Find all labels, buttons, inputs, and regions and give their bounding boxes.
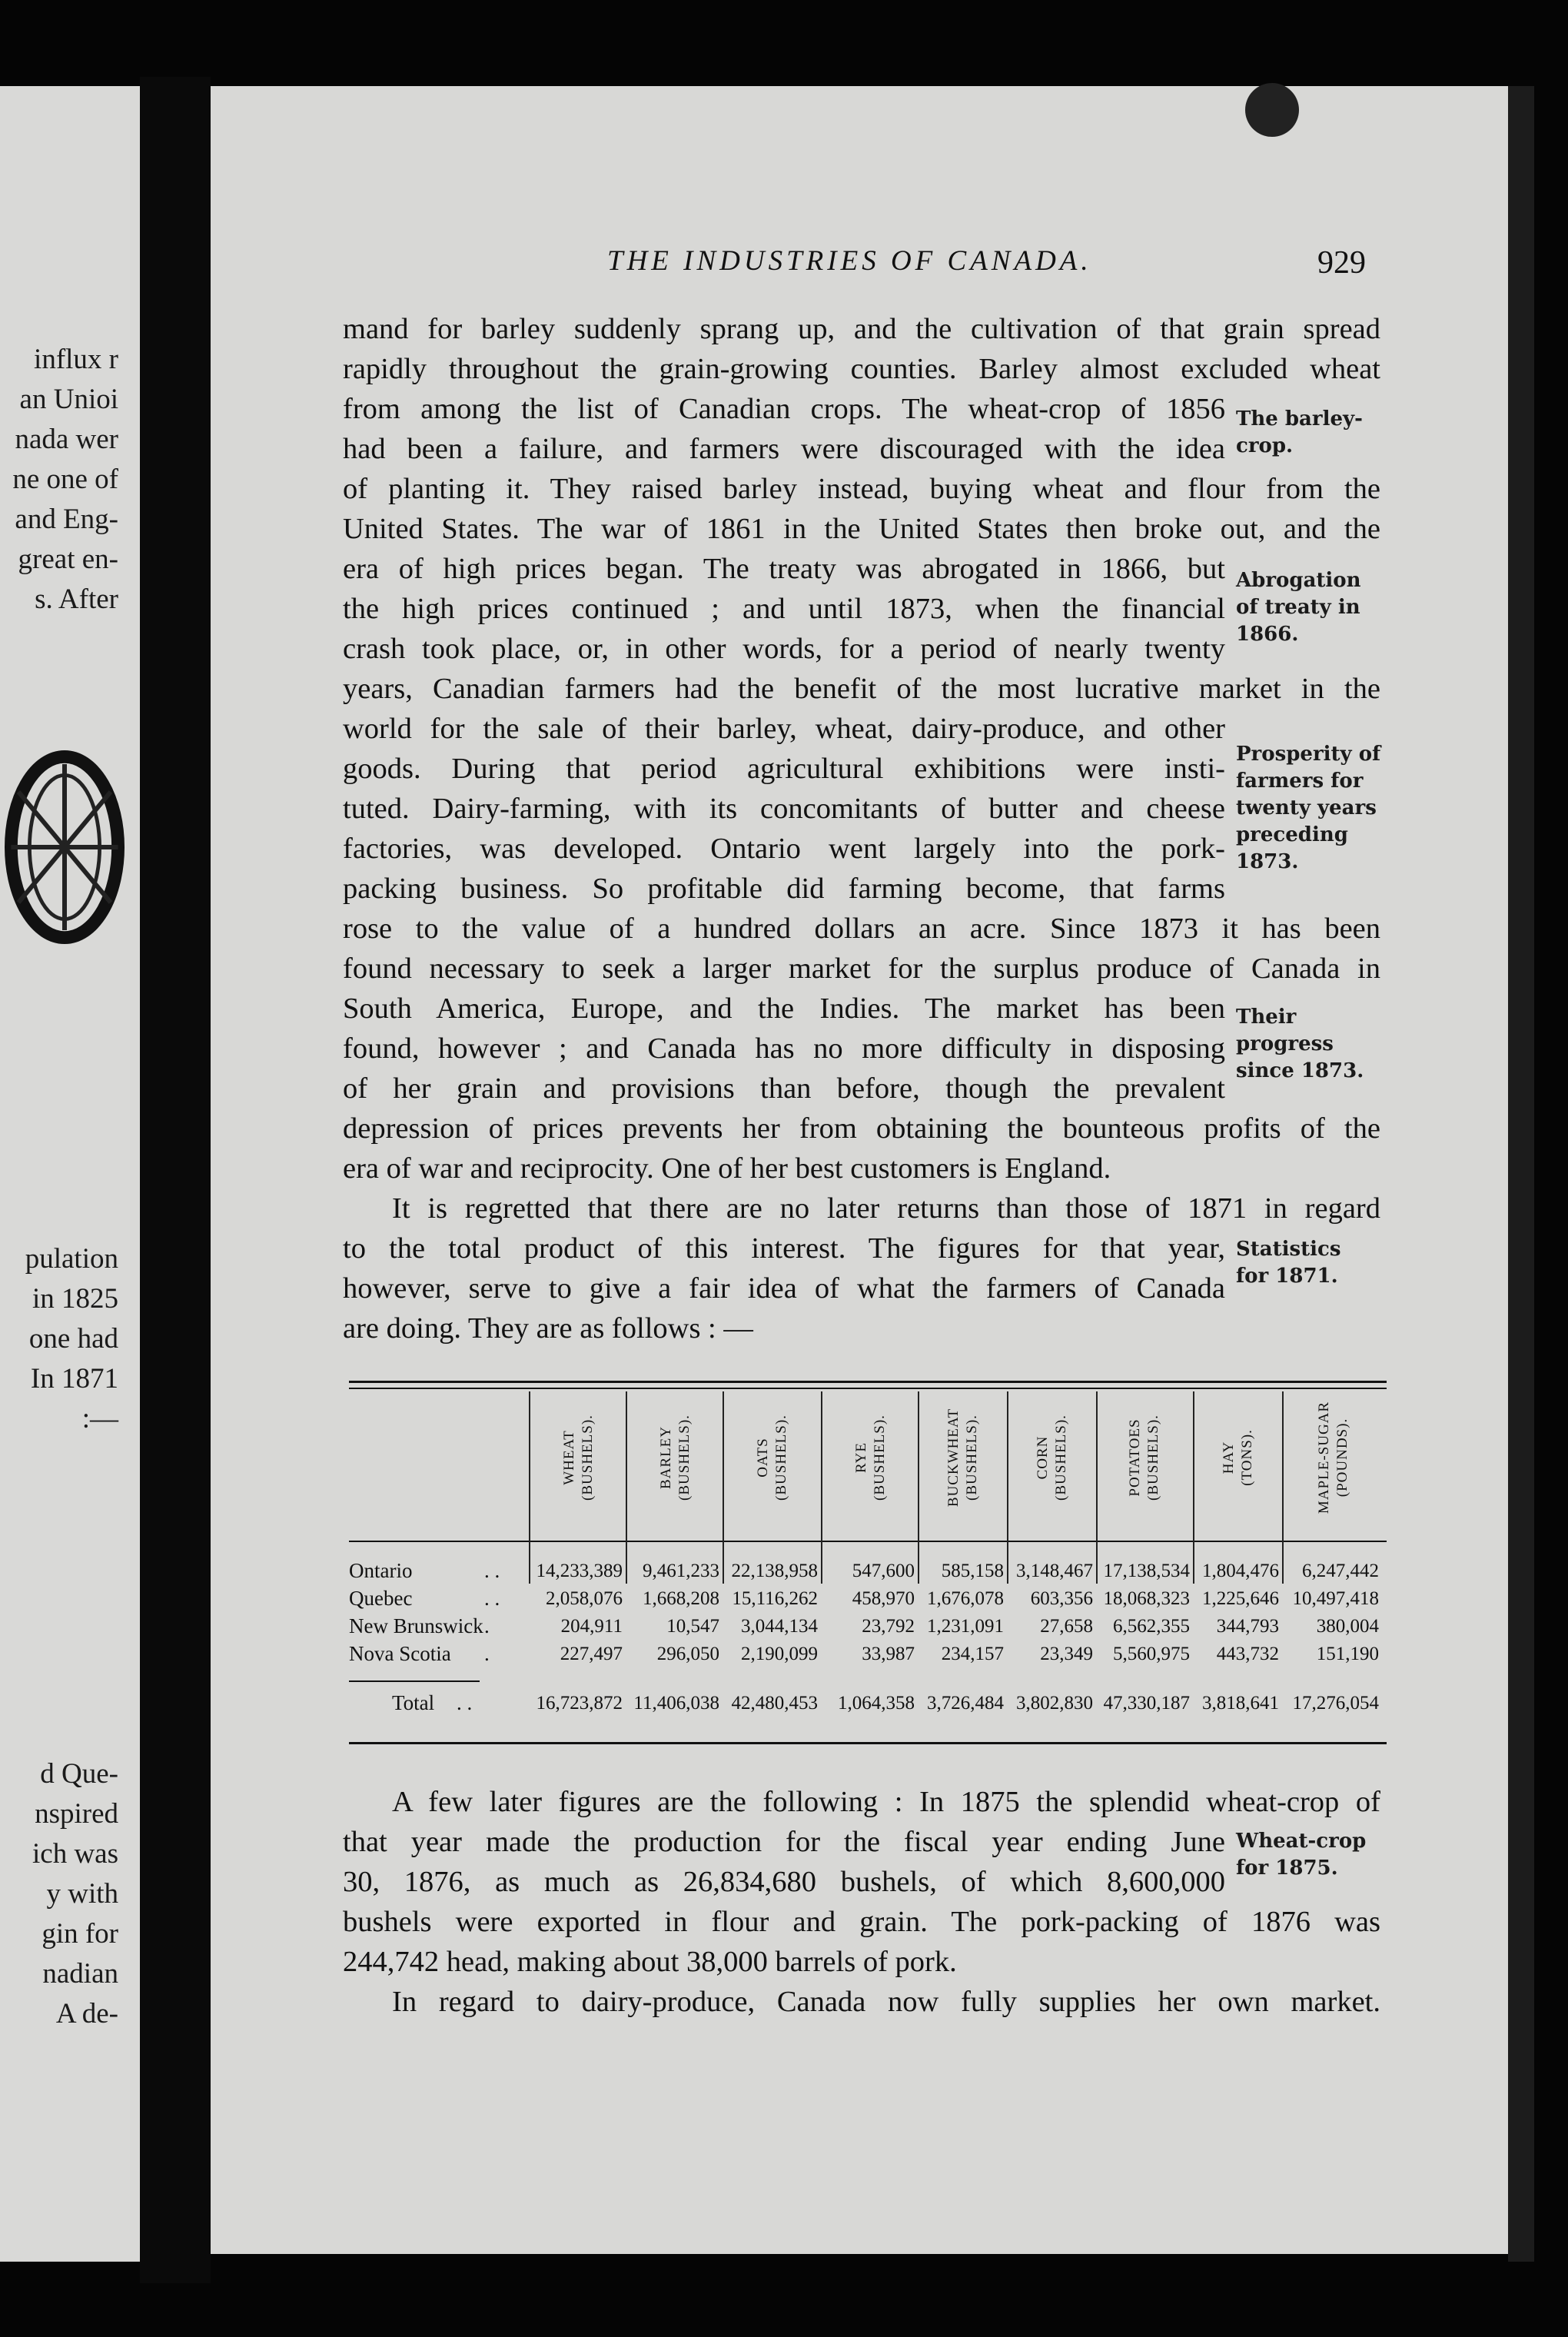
- facing-page-line: one had: [28, 1323, 118, 1355]
- column-header-barley: [630, 1381, 721, 1534]
- text-line: In regard to dairy-produce, Canada now fully supplies her own market.: [392, 1986, 1380, 2018]
- text-line: found necessary to seek a larger market for the surplus produce of Canada in: [343, 952, 1380, 985]
- sidenote-line: of treaty in: [1236, 596, 1360, 619]
- sidenote-line: Prosperity of: [1236, 743, 1381, 766]
- column-header-name: RYE: [853, 1442, 869, 1473]
- table-cell: 42,480,453: [731, 1693, 818, 1714]
- text-line: era of high prices began. The treaty was abrogated in 1866, but: [343, 553, 1225, 585]
- table-cell: 234,157: [941, 1644, 1004, 1664]
- text-line: that year made the production for the fiscal year ending June: [343, 1826, 1225, 1858]
- facing-page-line: ne one of: [12, 464, 118, 495]
- row-label: Nova Scotia: [349, 1642, 451, 1665]
- sidenote-line: The barley-: [1236, 407, 1363, 430]
- table-cell: 15,116,262: [732, 1588, 818, 1609]
- column-header-name: POTATOES: [1127, 1418, 1143, 1497]
- sidenote-line: progress: [1236, 1032, 1334, 1055]
- facing-page-line: nadian: [42, 1958, 118, 1990]
- column-divider: [723, 1391, 724, 1584]
- facing-page-line: y with: [46, 1878, 118, 1910]
- text-line: era of war and reciprocity. One of her best customers is England.: [343, 1152, 1111, 1185]
- text-line: had been a failure, and farmers were discouraged with the idea: [343, 433, 1225, 465]
- book-gutter: [140, 77, 211, 2283]
- sidenote-progress: [1236, 1004, 1364, 1085]
- table-cell: 11,406,038: [633, 1693, 719, 1714]
- page-edge: [1508, 86, 1534, 2262]
- row-leader-dots: . .: [457, 1691, 473, 1714]
- column-header-unit: (TONS).: [1239, 1429, 1255, 1486]
- facing-page-line: influx r: [34, 344, 118, 375]
- table-cell: 3,044,134: [741, 1616, 818, 1637]
- text-line: 30, 1876, as much as 26,834,680 bushels, of which 8,600,000: [343, 1866, 1225, 1898]
- column-header-name: WHEAT: [561, 1430, 577, 1485]
- column-header-unit: (BUSHELS).: [1145, 1414, 1161, 1501]
- column-divider: [626, 1391, 627, 1584]
- row-leader-dots: .: [484, 1614, 490, 1637]
- column-header-rye: [826, 1381, 916, 1534]
- table-cell: 23,792: [862, 1616, 915, 1637]
- column-header-potatoes: [1099, 1381, 1190, 1534]
- table-cell: 296,050: [656, 1644, 719, 1664]
- facing-page-line: and Eng-: [15, 504, 118, 535]
- table-cell: 1,668,208: [643, 1588, 719, 1609]
- column-header-unit: (BUSHELS).: [580, 1414, 596, 1501]
- text-line: to the total product of this interest. The figures for that year,: [343, 1232, 1225, 1265]
- table-total-rule: [349, 1680, 480, 1682]
- text-line: rose to the value of a hundred dollars an acre. Since 1873 it has been: [343, 913, 1380, 945]
- text-line: years, Canadian farmers had the benefit of the most lucrative market in the: [343, 673, 1380, 705]
- sidenote-line: for 1871.: [1236, 1265, 1338, 1288]
- page-number: 929: [1317, 245, 1366, 281]
- facing-page-line: gin for: [42, 1918, 118, 1950]
- table-cell: 22,138,958: [731, 1561, 818, 1581]
- table-cell: 3,148,467: [1016, 1561, 1093, 1581]
- sidenote-line: crop.: [1236, 434, 1294, 457]
- sidenote-wheat-crop: [1236, 1828, 1366, 1882]
- text-line: of planting it. They raised barley instead, buying wheat and flour from the: [343, 473, 1380, 505]
- text-line: the high prices continued ; and until 1873, when the financial: [343, 593, 1225, 625]
- text-line: depression of prices prevents her from obtaining the bounteous profits of the: [343, 1112, 1380, 1145]
- sidenote-line: Statistics: [1236, 1238, 1341, 1261]
- table-cell: 5,560,975: [1113, 1644, 1190, 1664]
- row-label: New Brunswick: [349, 1614, 483, 1637]
- table-cell: 1,676,078: [927, 1588, 1004, 1609]
- text-line: rapidly throughout the grain-growing counties. Barley almost excluded wheat: [343, 353, 1380, 385]
- text-line: world for the sale of their barley, wheat, dairy-produce, and other: [343, 713, 1225, 745]
- facing-page-line: nada wer: [15, 424, 118, 455]
- facing-page-line: nspired: [35, 1798, 118, 1830]
- text-line: 244,742 head, making about 38,000 barrels of pork.: [343, 1946, 957, 1978]
- column-header-name: HAY: [1221, 1441, 1237, 1474]
- table-cell: 204,911: [560, 1616, 623, 1637]
- table-cell: 3,818,641: [1202, 1693, 1279, 1714]
- table-cell: 380,004: [1316, 1616, 1379, 1637]
- column-header-name: BARLEY: [658, 1426, 674, 1489]
- table-cell: 151,190: [1316, 1644, 1379, 1664]
- table-cell: 23,349: [1040, 1644, 1093, 1664]
- facing-page-line: In 1871: [30, 1363, 118, 1395]
- sidenote-statistics: [1236, 1236, 1341, 1290]
- table-cell: 1,231,091: [927, 1616, 1004, 1637]
- column-header-buckwheat: [918, 1381, 1008, 1534]
- sidenote-line: preceding: [1236, 823, 1348, 846]
- row-label: Ontario: [349, 1559, 413, 1582]
- column-divider: [821, 1391, 822, 1584]
- column-header-oats: [727, 1381, 818, 1534]
- table-cell: 547,600: [852, 1561, 915, 1581]
- column-header-name: CORN: [1035, 1435, 1051, 1480]
- sidenote-line: Wheat-crop: [1236, 1830, 1367, 1853]
- text-line: packing business. So profitable did farming become, that farms: [343, 873, 1225, 905]
- sidenote-line: twenty years: [1236, 796, 1377, 819]
- table-cell: 9,461,233: [643, 1561, 719, 1581]
- column-header-name: BUCKWHEAT: [945, 1408, 962, 1508]
- running-head-title: THE INDUSTRIES OF CANADA.: [607, 245, 1092, 277]
- table-cell: 585,158: [941, 1561, 1004, 1581]
- wheel-illustration: [0, 663, 138, 1032]
- text-line: crash took place, or, in other words, for a period of nearly twenty: [343, 633, 1225, 665]
- facing-page-line: pulation: [25, 1243, 118, 1275]
- text-line: South America, Europe, and the Indies. The market has been: [343, 992, 1225, 1025]
- table-cell: 47,330,187: [1103, 1693, 1190, 1714]
- facing-page-fragment: [0, 86, 140, 2262]
- column-header-unit: (BUSHELS).: [964, 1414, 980, 1501]
- text-line: from among the list of Canadian crops. The wheat-crop of 1856: [343, 393, 1225, 425]
- facing-page-line: d Que-: [40, 1758, 118, 1790]
- column-header-unit: (BUSHELS).: [773, 1414, 789, 1501]
- column-header-wheat: [533, 1381, 624, 1534]
- table-cell: 443,732: [1216, 1644, 1279, 1664]
- table-bottom-rule: [349, 1742, 1387, 1744]
- sidenote-line: farmers for: [1236, 770, 1364, 793]
- column-divider: [529, 1391, 530, 1584]
- table-cell: 2,190,099: [741, 1644, 818, 1664]
- row-leader-dots: .: [484, 1642, 490, 1665]
- table-cell: 10,497,418: [1292, 1588, 1379, 1609]
- facing-page-line: s. After: [35, 583, 118, 615]
- row-leader-dots: . .: [484, 1587, 500, 1610]
- text-line: found, however ; and Canada has no more difficulty in disposing: [343, 1032, 1225, 1065]
- text-line: mand for barley suddenly sprang up, and the cultivation of that grain spread: [343, 313, 1380, 345]
- table-cell: 1,804,476: [1202, 1561, 1279, 1581]
- table-cell: 227,497: [560, 1644, 623, 1664]
- row-label: Total: [392, 1691, 435, 1714]
- text-line: tuted. Dairy-farming, with its concomitants of butter and cheese: [343, 793, 1225, 825]
- column-header-unit: (BUSHELS).: [872, 1414, 888, 1501]
- facing-page-line: A de-: [55, 1998, 118, 2030]
- text-line: are doing. They are as follows : —: [343, 1312, 753, 1345]
- sidenote-abrogation: [1236, 567, 1361, 648]
- table-cell: 18,068,323: [1103, 1588, 1190, 1609]
- table-cell: 2,058,076: [546, 1588, 623, 1609]
- table-cell: 27,658: [1040, 1616, 1093, 1637]
- table-cell: 6,247,442: [1302, 1561, 1379, 1581]
- facing-page-line: ich was: [32, 1838, 118, 1870]
- column-header-maple-sugar: [1288, 1381, 1379, 1534]
- table-cell: 603,356: [1030, 1588, 1093, 1609]
- text-line: of her grain and provisions than before, though the prevalent: [343, 1072, 1225, 1105]
- facing-page-line: :—: [81, 1403, 118, 1434]
- facing-page-line: an Unioi: [19, 384, 118, 415]
- text-line: factories, was developed. Ontario went largely into the pork-: [343, 833, 1225, 865]
- sidenote-barley-crop: [1236, 406, 1363, 460]
- table-header-rule: [349, 1541, 1387, 1542]
- sidenote-line: Their: [1236, 1006, 1297, 1029]
- table-cell: 3,726,484: [927, 1693, 1004, 1714]
- sidenote-line: Abrogation: [1236, 569, 1361, 592]
- column-header-unit: (BUSHELS).: [676, 1414, 693, 1501]
- column-header-unit: (BUSHELS).: [1053, 1414, 1069, 1501]
- column-header-unit: (POUNDS).: [1334, 1418, 1350, 1498]
- column-header-name: MAPLE-SUGAR: [1316, 1401, 1332, 1514]
- table-cell: 17,138,534: [1103, 1561, 1190, 1581]
- sidenote-line: 1873.: [1236, 850, 1299, 873]
- table-cell: 344,793: [1216, 1616, 1279, 1637]
- text-line: bushels were exported in flour and grain. The pork-packing of 1876 was: [343, 1906, 1380, 1938]
- table-cell: 10,547: [666, 1616, 719, 1637]
- column-header-hay: [1193, 1381, 1284, 1534]
- ink-blot: [1245, 83, 1299, 137]
- table-cell: 14,233,389: [536, 1561, 623, 1581]
- sidenote-line: for 1875.: [1236, 1857, 1338, 1880]
- text-line: goods. During that period agricultural exhibitions were insti-: [343, 753, 1225, 785]
- column-header-corn: [1007, 1381, 1098, 1534]
- table-cell: 33,987: [862, 1644, 915, 1664]
- text-line: It is regretted that there are no later returns than those of 1871 in regard: [392, 1192, 1380, 1225]
- sidenote-line: since 1873.: [1236, 1059, 1364, 1082]
- column-header-name: OATS: [755, 1438, 771, 1478]
- facing-page-line: in 1825: [32, 1283, 118, 1315]
- table-cell: 17,276,054: [1292, 1693, 1379, 1714]
- sidenote-line: 1866.: [1236, 623, 1299, 646]
- text-line: United States. The war of 1861 in the United States then broke out, and the: [343, 513, 1380, 545]
- row-leader-dots: . .: [484, 1559, 500, 1582]
- table-cell: 16,723,872: [536, 1693, 623, 1714]
- row-label: Quebec: [349, 1587, 413, 1610]
- table-cell: 3,802,830: [1016, 1693, 1093, 1714]
- table-cell: 6,562,355: [1113, 1616, 1190, 1637]
- facing-page-line: great en-: [18, 544, 118, 575]
- table-cell: 1,064,358: [838, 1693, 915, 1714]
- text-line: A few later figures are the following : In 1875 the splendid wheat-crop of: [392, 1786, 1380, 1818]
- table-cell: 458,970: [852, 1588, 915, 1609]
- sidenote-prosperity: [1236, 741, 1380, 876]
- text-line: however, serve to give a fair idea of what the farmers of Canada: [343, 1272, 1225, 1305]
- table-cell: 1,225,646: [1202, 1588, 1279, 1609]
